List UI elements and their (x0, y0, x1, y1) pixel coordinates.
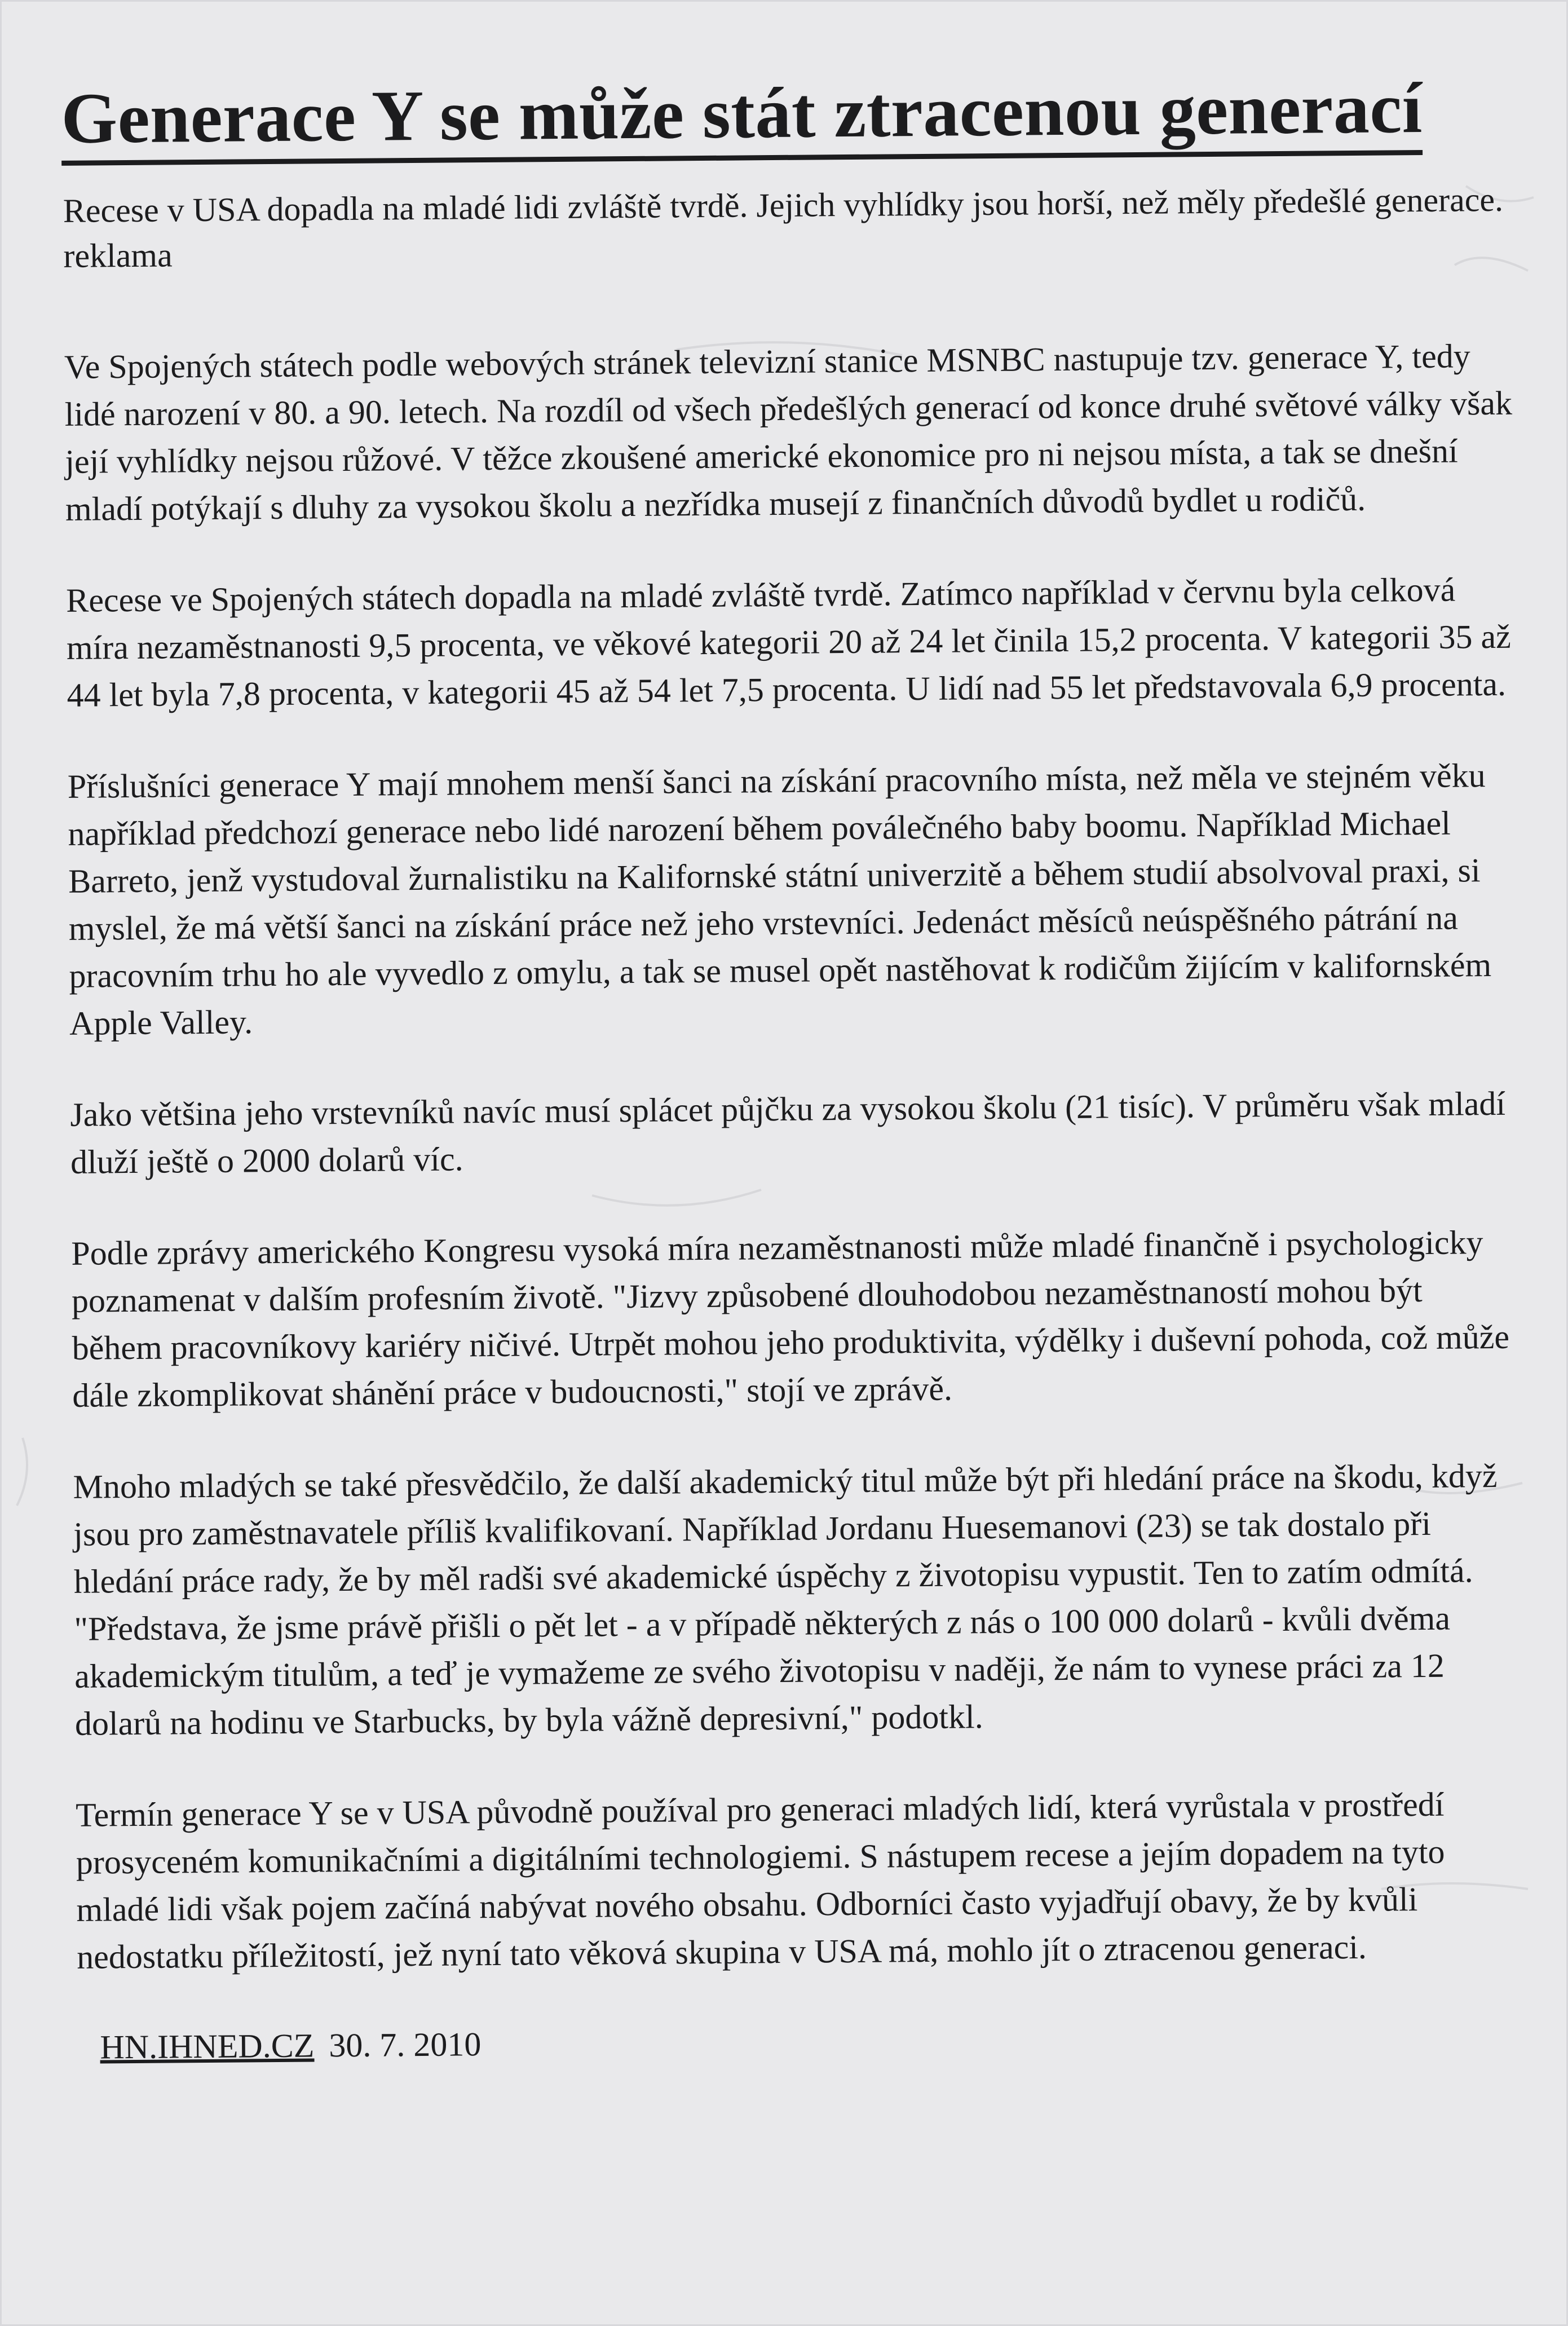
paragraph: Recese ve Spojených státech dopadla na mladé zvláště tvrdě. Zatímco například v červnu byla celková míra nezaměstnanosti 9,5 procenta, ve věkové kategorii 20 až 24 let činila 15,2 procenta. V kategorii 35 až 44 let byla 7,8 procenta, v kategorii 45 až 54 let 7,5 procenta. U lidí nad 55 let představovala 6,9 procenta. (66, 571, 1512, 714)
paragraph: Příslušníci generace Y mají mnohem menší šanci na získání pracovního místa, než měla ve stejném věku například předchozí generace nebo lidé narození během poválečného baby boomu. Například Michael Barreto, jenž vystudoval žurnalistiku na Kalifornské státní univerzitě a během studií absolvoval praxi, si myslel, že má větší šanci na získání práce než jeho vrstevníci. Jedenáct měsíců neúspěšného pátrání na pracovním trhu ho ale vyvedlo z omylu, a tak se musel opět nastěhovat k rodičům žijícím v kalifornském Apple Valley. (67, 756, 1492, 1042)
source-line (100, 2013, 1527, 2069)
source-date: 30. 7. 2010 (329, 2025, 482, 2064)
paragraph: Ve Spojených státech podle webových stránek televizní stanice MSNBC nastupuje tzv. generace Y, tedy lidé narození v 80. a 90. letech. Na rozdíl od všech předešlých generací od konce druhé světové války však její vyhlídky nejsou růžové. V těžce zkoušené americké ekonomice pro ni nejsou místa, a tak se dnešní mladí potýkají s dluhy za vysokou školu a nezřídka musejí z finančních důvodů bydlet u rodičů. (64, 337, 1513, 528)
ad-label: reklama (63, 236, 173, 275)
paragraph: Termín generace Y se v USA původně používal pro generaci mladých lidí, která vyrůstala v prostředí prosyceném komunikačními a digitálními technologiemi. S nástupem recese a jejím dopadem na tyto mladé lidi však pojem začíná nabývat nového obsahu. Odborníci často vyjadřují obavy, že by kvůli nedostatku příležitostí, jež nyní tato věková skupina v USA má, mohlo jít o ztracenou generaci. (75, 1785, 1445, 1976)
paragraph: Podle zprávy amerického Kongresu vysoká míra nezaměstnanosti může mladé finančně i psychologicky poznamenat v dalším profesním životě. "Jizvy způsobené dlouhodobou nezaměstnaností mohou být během pracovníkovy kariéry ničivé. Utrpět mohou jeho produktivita, výdělky i duševní pohoda, což může dále zkomplikovat shánění práce v budoucnosti," stojí ve zprávě. (71, 1223, 1510, 1414)
article-lead: Recese v USA dopadla na mladé lidi zvláště tvrdě. Jejich vyhlídky jsou horší, než měly předešlé generace. (63, 180, 1504, 229)
source-link[interactable]: HN.IHNED.CZ (100, 2027, 315, 2066)
paragraph: Mnoho mladých se také přesvědčilo, že další akademický titul může být při hledání práce na škodu, když jsou pro zaměstnavatele příliš kvalifikovaní. Například Jordanu Huesemanovi (23) se tak dostalo při hledání práce rady, že by měl radši své akademické úspěchy z životopisu vypustit. Ten to zatím odmítá. "Představa, že jsme právě přišli o pět let - a v případě některých z nás o 100 000 dolarů - kvůli dvěma akademickým titulům, a teď je vymažeme ze svého životopisu v naději, že nám to vynese práci za 12 dolarů na hodinu ve Starbucks, by byla vážně depresivní," podotkl. (73, 1456, 1498, 1742)
article-title: Generace Y se může stát ztracenou generací (61, 68, 1423, 166)
paragraph: Jako většina jeho vrstevníků navíc musí splácet půjčku za vysokou školu (21 tisíc). V průměru však mladí dluží ještě o 2000 dolarů víc. (70, 1084, 1506, 1181)
document-page (56, 68, 1527, 2070)
